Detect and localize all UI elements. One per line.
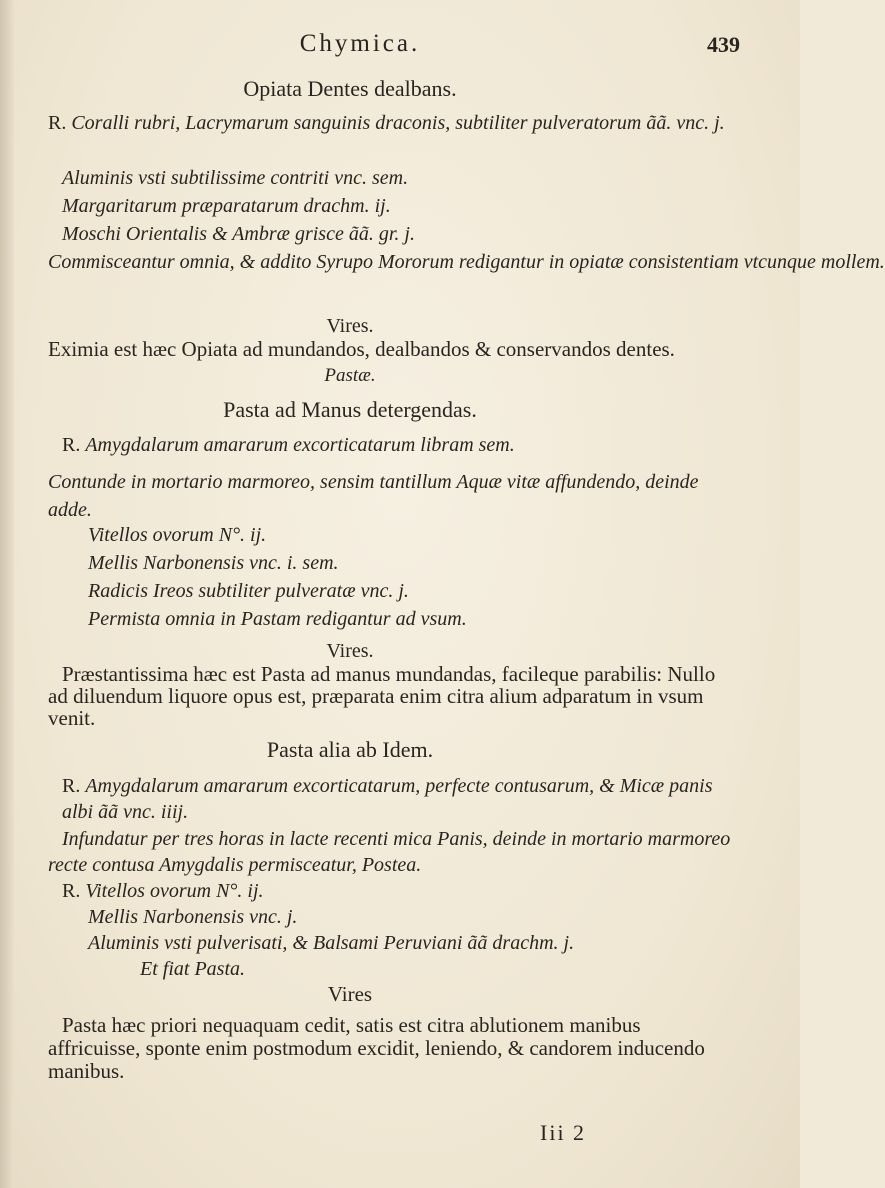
recipe-line-3-3: R. Vitellos ovorum N°. ij. — [62, 880, 264, 902]
page-gutter — [0, 0, 14, 1188]
recipe-symbol: R. — [62, 434, 86, 456]
recipe-line-1-4: Moschi Orientalis & Ambræ grisce ãã. gr. j. — [62, 223, 415, 245]
recipe-line-1-5: Commisceantur omnia, & addito Syrupo Mororum redigantur in opiatæ consistentiam vtcunque mollem. — [48, 251, 885, 273]
recipe-line-1-3: Margaritarum præparatarum drachm. ij. — [62, 195, 391, 217]
running-head — [0, 30, 800, 70]
recipe-line-1-2: Aluminis vsti subtilissime contriti vnc. sem. — [62, 167, 409, 189]
vires-text-2: Præstantissima hæc est Pasta ad manus mundandas, facileque parabilis: Nullo ad diluendum liquore opus est, præparata enim citra alium adparatum in vsum venit. — [48, 662, 716, 730]
recipe-symbol: R. — [62, 880, 86, 902]
vires-text-3: Pasta hæc priori nequaquam cedit, satis est citra ablutionem manibus affricuisse, sponte enim postmodum excidit, leniendo, & candorem inducendo manibus. — [48, 1013, 705, 1083]
vires-text-1: Eximia est hæc Opiata ad mundandos, dealbandos & conservandos dentes. — [48, 337, 675, 361]
recipe-symbol: R. — [48, 112, 72, 134]
section-title-pasta-alia: Pasta alia ab Idem. — [266, 737, 434, 762]
recipe-line-2-1: R. Amygdalarum amararum excorticatarum libram sem. — [62, 434, 515, 456]
recipe-line-3-6: Et fiat Pasta. — [140, 958, 245, 980]
recipe-line-2-5: Radicis Ireos subtiliter pulveratæ vnc. j. — [88, 580, 409, 602]
recipe-line-2-2: Contunde in mortario marmoreo, sensim tantillum Aquæ vitæ affundendo, deinde adde. — [48, 471, 699, 521]
recipe-line-2-4: Mellis Narbonensis vnc. i. sem. — [88, 552, 339, 574]
vires-label-3: Vires — [327, 982, 373, 1006]
recipe-symbol: R. — [62, 775, 86, 797]
recipe-line-3-5: Aluminis vsti pulverisati, & Balsami Peruviani ãã drachm. j. — [88, 932, 575, 954]
page-number: 439 — [707, 32, 740, 57]
recipe-line-1-1: R. Coralli rubri, Lacrymarum sanguinis draconis, subtiliter pulveratorum ãã. vnc. j. — [48, 112, 725, 134]
section-title-pasta-manus: Pasta ad Manus detergendas. — [223, 397, 477, 422]
recipe-line-3-2: Infundatur per tres horas in lacte recenti mica Panis, deinde in mortario marmoreo recte contusa Amygdalis permisceatur, Postea. — [48, 828, 731, 876]
vires-label-2: Vires. — [326, 640, 374, 662]
signature-mark: Iii 2 — [540, 1120, 587, 1145]
running-title: Chymica. — [299, 30, 421, 57]
section-title-opiata: Opiata Dentes dealbans. — [243, 76, 457, 101]
recipe-line-2-6: Permista omnia in Pastam redigantur ad vsum. — [88, 608, 467, 630]
marginal-heading-pastae: Pastæ. — [324, 365, 376, 386]
recipe-line-3-1: R. Amygdalarum amararum excorticatarum, perfecte contusarum, & Micæ panis albi ãã vnc. iiij. — [62, 775, 713, 823]
recipe-line-2-3: Vitellos ovorum N°. ij. — [88, 524, 267, 546]
vires-label-1: Vires. — [326, 315, 374, 337]
recipe-line-3-4: Mellis Narbonensis vnc. j. — [88, 906, 298, 928]
